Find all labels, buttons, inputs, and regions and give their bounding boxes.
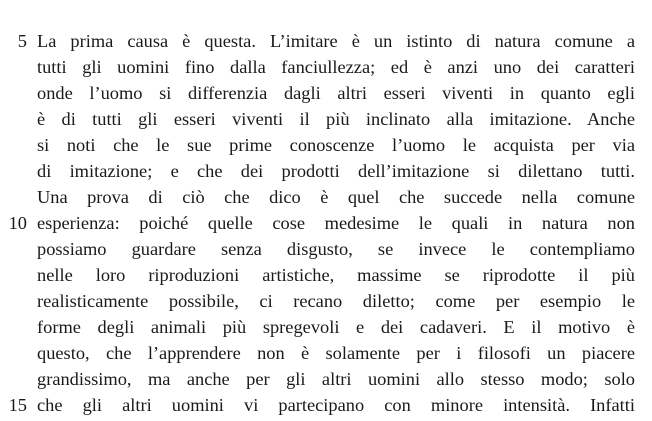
line-text: possiamo guardare senza disgusto, se invece le contempliamo [37,239,635,259]
line-text: Una prova di ciò che dico è quel che succede nella comune [37,187,635,207]
line-number: 10 [8,213,27,233]
line-text: nelle loro riproduzioni artistiche, massime se riprodotte il più [37,265,635,285]
line-text: che gli altri uomini vi partecipano con minore intensità. Infatti [37,395,635,415]
line-number: 5 [17,31,27,51]
line-text: esperienza: poiché quelle cose medesime le quali in natura non [37,213,635,233]
line-text: questo, che l’apprendere non è solamente per i filosofi un piacere [37,343,635,363]
line-text: forme degli animali più spregevoli e dei cadaveri. E il motivo è [37,317,635,337]
line-text: si noti che le sue prime conoscenze l’uomo le acquista per via [37,135,635,155]
line-number: 15 [8,395,27,415]
line-text: di imitazione; e che dei prodotti dell’imitazione si dilettano tutti. [37,161,635,181]
line-text: onde l’uomo si differenzia dagli altri esseri viventi in quanto egli [37,83,635,103]
line-text: grandissimo, ma anche per gli altri uomini allo stesso modo; solo [37,369,635,389]
line-text: La prima causa è questa. L’imitare è un istinto di natura comune a [37,31,635,51]
line-text: tutti gli uomini fino dalla fanciullezza; ed è anzi uno dei caratteri [37,57,635,77]
line-text: realisticamente possibile, ci recano diletto; come per esempio le [37,291,635,311]
line-text: è di tutti gli esseri viventi il più inclinato alla imitazione. Anche [37,109,635,129]
